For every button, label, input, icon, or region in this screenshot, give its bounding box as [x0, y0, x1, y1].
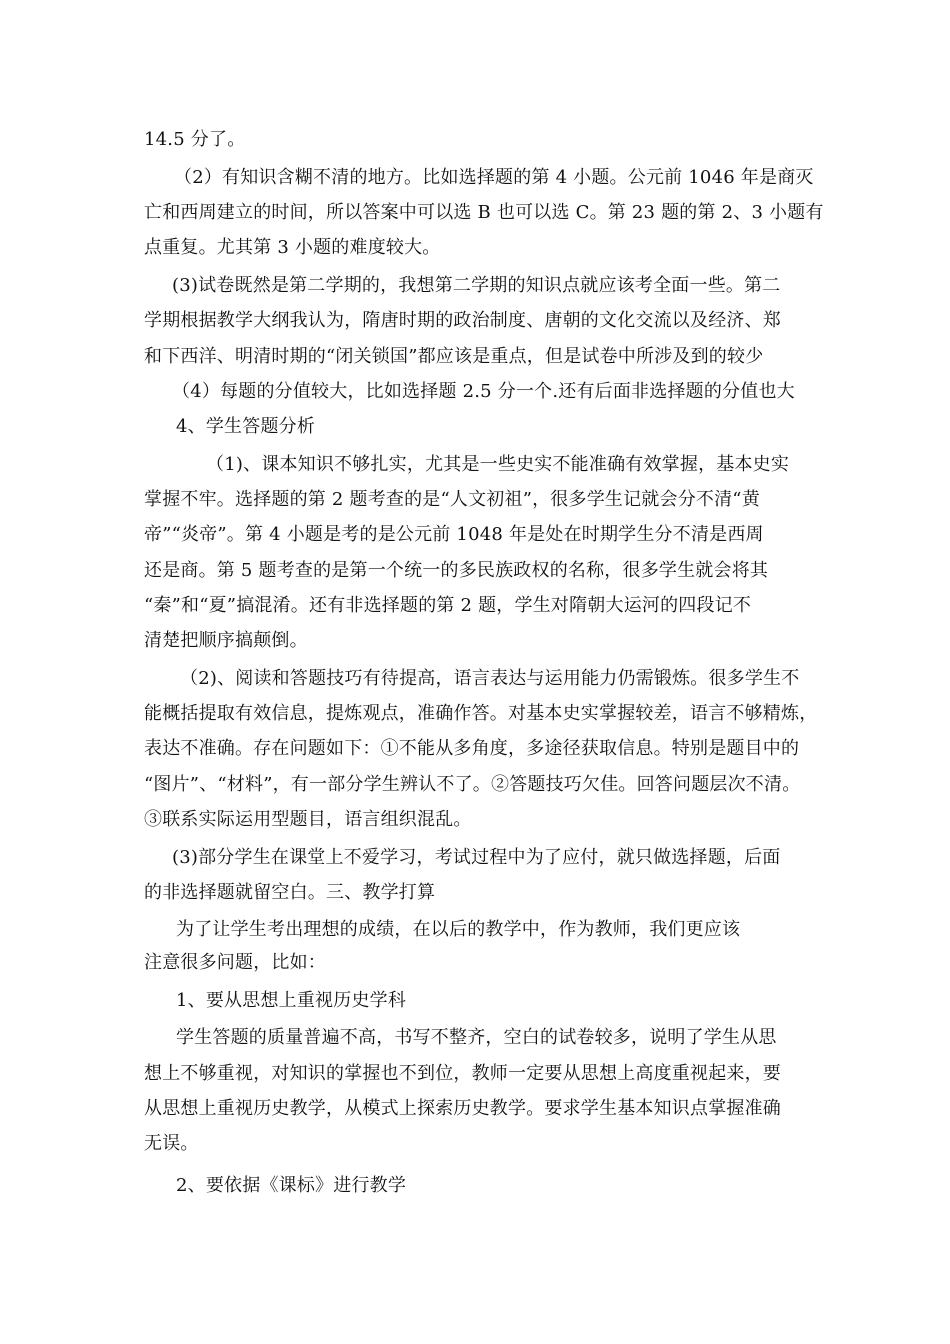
- text-line: 的非选择题就留空白。三、教学打算: [144, 882, 436, 903]
- text-line: 能概括提取有效信息，提炼观点，准确作答。对基本史实掌握较差，语言不够精炼，: [144, 703, 818, 724]
- section-heading: 4、学生答题分析: [176, 416, 316, 437]
- text-line: 注意很多问题，比如：: [144, 952, 326, 973]
- text-line: （1)、课本知识不够扎实，尤其是一些史实不能准确有效掌握，基本史实: [206, 454, 790, 475]
- text-line: ③联系实际运用型题目，语言组织混乱。: [144, 809, 472, 830]
- section-heading: 2、要依据《课标》进行教学: [176, 1175, 407, 1196]
- text-line: 帝”“炎帝”。第 4 小题是考的是公元前 1048 年是处在时期学生分不清是西周: [144, 524, 764, 545]
- text-line: 掌握不牢。选择题的第 2 题考查的是“人文初祖”，很多学生记就会分不清“黄: [144, 489, 760, 510]
- section-heading: 1、要从思想上重视历史学科: [176, 990, 407, 1011]
- text-line: 和下西洋、明清时期的“闭关锁国”都应该是重点，但是试卷中所涉及到的较少: [144, 346, 764, 367]
- text-line: 还是商。第 5 题考查的是第一个统一的多民族政权的名称，很多学生就会将其: [144, 560, 769, 581]
- text-line: （2)、阅读和答题技巧有待提高，语言表达与运用能力仍需锻炼。很多学生不: [180, 668, 800, 689]
- text-line: “图片”、“材料”，有一部分学生辨认不了。②答题技巧欠佳。回答问题层次不清。: [144, 774, 801, 795]
- text-line: 亡和西周建立的时间，所以答案中可以选 B 也可以选 C。第 23 题的第 2、3 小题有: [144, 202, 824, 223]
- text-line: 想上不够重视，对知识的掌握也不到位，教师一定要从思想上高度重视起来，要: [144, 1063, 781, 1084]
- text-line: (3)部分学生在课堂上不爱学习，考试过程中为了应付，就只做选择题，后面: [172, 847, 781, 868]
- text-line: 14.5 分了。: [144, 129, 246, 150]
- text-line: （2）有知识含糊不清的地方。比如选择题的第 4 小题。公元前 1046 年是商灭: [174, 167, 814, 188]
- text-line: 点重复。尤其第 3 小题的难度较大。: [144, 237, 441, 258]
- text-line: “秦”和“夏”搞混淆。还有非选择题的第 2 题，学生对隋朝大运河的四段记不: [144, 595, 752, 616]
- text-line: 学生答题的质量普遍不高，书写不整齐，空白的试卷较多，说明了学生从思: [176, 1027, 777, 1048]
- text-line: 无误。: [144, 1133, 199, 1154]
- text-line: 从思想上重视历史教学，从模式上探索历史教学。要求学生基本知识点掌握准确: [144, 1098, 781, 1119]
- text-line: 表达不准确。存在问题如下：①不能从多角度，多途径获取信息。特别是题目中的: [144, 738, 800, 759]
- text-line: 为了让学生考出理想的成绩，在以后的教学中，作为教师，我们更应该: [176, 919, 741, 940]
- text-line: 清楚把顺序搞颠倒。: [144, 630, 308, 651]
- text-line: （4）每题的分值较大，比如选择题 2.5 分一个.还有后面非选择题的分值也大: [172, 381, 795, 402]
- text-line: (3)试卷既然是第二学期的，我想第二学期的知识点就应该考全面一些。第二: [172, 275, 781, 296]
- text-line: 学期根据教学大纲我认为，隋唐时期的政治制度、唐朝的文化交流以及经济、郑: [144, 310, 781, 331]
